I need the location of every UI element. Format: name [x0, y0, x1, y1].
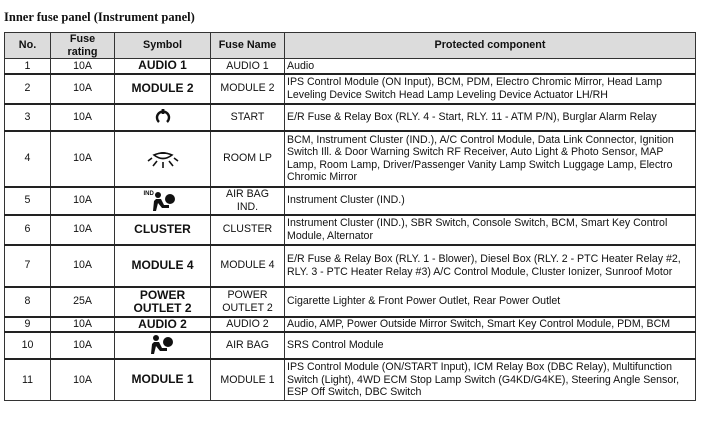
protected-component: Instrument Cluster (IND.), SBR Switch, Console Switch, BCM, Smart Key Control Module, Alternator — [285, 215, 696, 245]
protected-component: Audio, AMP, Power Outside Mirror Switch, Smart Key Control Module, PDM, BCM — [285, 317, 696, 332]
fuse-name: AIR BAG — [211, 332, 285, 359]
protected-component: Cigarette Lighter & Front Power Outlet, Rear Power Outlet — [285, 287, 696, 317]
fuse-name: MODULE 1 — [211, 359, 285, 401]
fuse-rating: 10A — [51, 359, 115, 401]
fuse-symbol — [115, 187, 211, 215]
fuse-symbol — [115, 131, 211, 187]
airbag-icon — [150, 334, 176, 356]
fuse-rating: 10A — [51, 104, 115, 131]
fuse-symbol: MODULE 2 — [115, 74, 211, 104]
fuse-no: 8 — [5, 287, 51, 317]
protected-component: Audio — [285, 59, 696, 74]
table-row — [5, 287, 696, 317]
fuse-no: 3 — [5, 104, 51, 131]
fuse-no: 6 — [5, 215, 51, 245]
header-fuse-name: Fuse Name — [211, 33, 285, 59]
protected-component: IPS Control Module (ON Input), BCM, PDM, Electro Chromic Mirror, Head Lamp Leveling Device Switch Head Lamp Leveling Device Actuator LH/RH — [285, 74, 696, 104]
table-row — [5, 332, 696, 359]
protected-component: E/R Fuse & Relay Box (RLY. 1 - Blower), Diesel Box (RLY. 2 - PTC Heater Relay #2, RLY. 3 - PTC Heater Relay #3) A/C Control Module, Cluster Ionizer, Sunroof Motor — [285, 245, 696, 287]
airbag-indicator-icon — [152, 191, 178, 213]
fuse-symbol — [115, 332, 211, 359]
fuse-no: 10 — [5, 332, 51, 359]
page-title: Inner fuse panel (Instrument panel) — [4, 10, 195, 24]
fuse-rating: 10A — [51, 74, 115, 104]
protected-component: E/R Fuse & Relay Box (RLY. 4 - Start, RLY. 11 - ATM P/N), Burglar Alarm Relay — [285, 104, 696, 131]
protected-component: Instrument Cluster (IND.) — [285, 187, 696, 215]
table-row — [5, 215, 696, 245]
protected-component: SRS Control Module — [285, 332, 696, 359]
fuse-no: 9 — [5, 317, 51, 332]
table-row — [5, 131, 696, 187]
fuse-rating: 10A — [51, 245, 115, 287]
fuse-symbol: AUDIO 1 — [115, 59, 211, 74]
fuse-name: AUDIO 2 — [211, 317, 285, 332]
fuse-symbol: MODULE 1 — [115, 359, 211, 401]
fuse-name: ROOM LP — [211, 131, 285, 187]
protected-component: IPS Control Module (ON/START Input), ICM Relay Box (DBC Relay), Multifunction Switch (Light), 4WD ECM Stop Lamp Switch (G4KD/G4KE), Steering Angle Sensor, ESP Off Switch, DBC Switch — [285, 359, 696, 401]
room-lamp-icon — [147, 149, 179, 169]
fuse-name: AUDIO 1 — [211, 59, 285, 74]
fuse-rating: 10A — [51, 332, 115, 359]
fuse-table — [4, 32, 696, 401]
table-row — [5, 74, 696, 104]
fuse-rating: 10A — [51, 187, 115, 215]
table-header-row — [5, 33, 696, 59]
fuse-name: MODULE 4 — [211, 245, 285, 287]
fuse-rating: 10A — [51, 317, 115, 332]
fuse-name: MODULE 2 — [211, 74, 285, 104]
fuse-symbol: POWER OUTLET 2 — [115, 287, 211, 317]
fuse-symbol: AUDIO 2 — [115, 317, 211, 332]
fuse-no: 7 — [5, 245, 51, 287]
table-row — [5, 317, 696, 332]
fuse-no: 1 — [5, 59, 51, 74]
table-row — [5, 187, 696, 215]
table-row — [5, 245, 696, 287]
header-fuse-rating: Fuse rating — [51, 33, 115, 59]
fuse-symbol: MODULE 4 — [115, 245, 211, 287]
fuse-symbol — [115, 104, 211, 131]
fuse-no: 5 — [5, 187, 51, 215]
fuse-no: 2 — [5, 74, 51, 104]
table-row — [5, 359, 696, 401]
fuse-name: CLUSTER — [211, 215, 285, 245]
fuse-name: AIR BAG IND. — [211, 187, 285, 215]
table-row — [5, 59, 696, 74]
fuse-rating: 10A — [51, 215, 115, 245]
ind-tag: IND — [143, 190, 154, 197]
fuse-rating: 10A — [51, 59, 115, 74]
fuse-symbol: CLUSTER — [115, 215, 211, 245]
table-row — [5, 104, 696, 131]
fuse-rating: 25A — [51, 287, 115, 317]
header-protected-component: Protected component — [285, 33, 696, 59]
protected-component: BCM, Instrument Cluster (IND.), A/C Control Module, Data Link Connector, Ignition Switch Ill. & Door Warning Switch RF Receiver, Auto Light & Photo Sensor, MAP Lamp, Room Lamp, Driver/Passenger Vanity Lamp Switch Luggage Lamp, Electro Chromic Mirror — [285, 131, 696, 187]
fuse-no: 4 — [5, 131, 51, 187]
fuse-rating: 10A — [51, 131, 115, 187]
header-symbol: Symbol — [115, 33, 211, 59]
fuse-no: 11 — [5, 359, 51, 401]
header-no: No. — [5, 33, 51, 59]
fuse-name: START — [211, 104, 285, 131]
fuse-name: POWER OUTLET 2 — [211, 287, 285, 317]
start-key-icon — [153, 108, 173, 126]
